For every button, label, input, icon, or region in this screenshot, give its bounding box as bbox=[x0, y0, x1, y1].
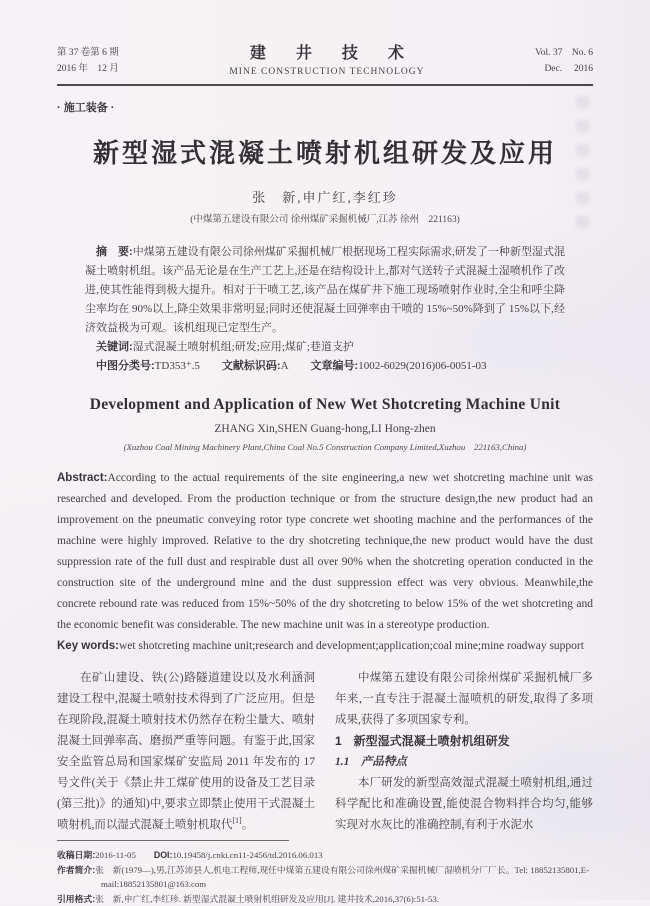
footnotes bbox=[57, 848, 593, 906]
doi-value: 10.19458/j.cnki.cn11-2456/td.2016.06.013 bbox=[172, 850, 322, 860]
section-heading-1: 1 新型湿式混凝土喷射机组研发 bbox=[335, 731, 593, 752]
clc-value: TD353⁺.5 bbox=[155, 360, 200, 372]
keywords-en bbox=[57, 636, 593, 657]
volume-number: Vol. 37 No. 6 bbox=[535, 45, 593, 61]
journal-title-cn: 建 井 技 术 bbox=[242, 40, 424, 63]
keywords-label-en: Key words: bbox=[57, 640, 119, 652]
volume-info bbox=[535, 45, 593, 77]
abstract-label-en: Abstract: bbox=[57, 472, 107, 484]
article-affiliation-cn: (中煤第五建设有限公司 徐州煤矿采掘机械厂,江苏 徐州 221163) bbox=[57, 211, 593, 225]
abstract-cn bbox=[85, 243, 565, 338]
citation-format-label: 引用格式: bbox=[57, 894, 95, 904]
abstract-en bbox=[57, 468, 593, 636]
author-bio-row bbox=[57, 863, 593, 892]
received-value: 2016-11-05 bbox=[95, 850, 136, 860]
abstract-label-cn: 摘 要: bbox=[96, 246, 133, 258]
author-bio-label: 作者简介: bbox=[57, 865, 95, 875]
issue-date: 2016 年 12 月 bbox=[57, 61, 119, 77]
keywords-label-cn: 关键词: bbox=[96, 341, 133, 353]
body-column-left bbox=[57, 668, 315, 836]
article-authors-en: ZHANG Xin,SHEN Guang-hong,LI Hong-zhen bbox=[57, 423, 593, 435]
received-label: 收稿日期: bbox=[57, 850, 95, 860]
body-paragraph-intro-end: 。 bbox=[242, 819, 254, 831]
doc-code-value: A bbox=[281, 360, 289, 372]
keywords-cn bbox=[85, 338, 565, 357]
journal-masthead bbox=[57, 40, 593, 86]
volume-date: Dec. 2016 bbox=[535, 61, 593, 77]
article-no-label: 文章编号: bbox=[311, 360, 359, 372]
keywords-text-en: wet shotcreting machine unit;research and development;application;coal mine;mine roadway support bbox=[119, 640, 584, 652]
article-title-en: Development and Application of New Wet Shotcreting Machine Unit bbox=[57, 396, 593, 414]
abstract-block-cn bbox=[85, 243, 565, 376]
body-paragraph-features: 本厂研发的新型高效湿式混凝土喷射机组,通过科学配比和准确设置,能使混合物料拌合均匀,能够实现对水灰比的准确控制,有利于水泥水 bbox=[335, 773, 593, 836]
issue-volume: 第 37 卷第 6 期 bbox=[57, 45, 119, 61]
doc-code-label: 文献标识码: bbox=[222, 360, 281, 372]
abstract-text-cn: 中煤第五建设有限公司徐州煤矿采掘机械厂根据现场工程实际需求,研发了一种新型湿式混凝土喷射机组。该产品无论是在生产工艺上,还是在结构设计上,都对气送转子式混凝土湿喷机作了改进,使其性能得到极大提升。相对于干喷工艺,该产品在煤矿井下施工现场喷射作业时,全尘和呼尘降尘率均在 90%以上,降尘效果非常明显;同时还使混凝土回弹率由干喷的 15%~50%降到了 15%以下,经济效益极为可观。该机组现已定型生产。 bbox=[85, 246, 565, 334]
issue-info bbox=[57, 45, 119, 77]
classification-line bbox=[85, 357, 565, 376]
doi-label: DOI: bbox=[154, 850, 173, 860]
abstract-text-en: According to the actual requirements of the site engineering,a new wet shotcreting machine unit was researched and developed. From the production technique or from the structure design,the new product had an improvement on the pneumatic conveying rotor type concrete wet shooting machine and the performances of the machine were highly improved. Relative to the dry shotcreting technique,the new product would have the dust suppression rate of the full dust and respirable dust all over 90% when the shotcreting operation conducted in the construction site of the underground mine and the dust suppression effect was very obvious. Meanwhile,the concrete rebound rate was reduced from 15%~50% of the dry shotcreting to below 15% of the wet shotcreting and the economic benefit was considerable. The new machine unit was in a stereotype production. bbox=[57, 472, 593, 631]
article-authors-cn: 张 新,申广红,李红珍 bbox=[57, 187, 593, 206]
body-paragraph-intro-text: 在矿山建设、铁(公)路隧道建设以及水利涵洞建设工程中,混凝土喷射技术得到了广泛应用。但是在现阶段,混凝土喷射技术仍然存在粉尘量大、喷射混凝土回弹率高、磨损严重等问题。有鉴于此,国家安全监管总局和国家煤矿安监局 2011 年发布的 17 号文件(关于《禁止井工煤矿使用的设备及工艺目录(第三批)》的通知)中,要求立即禁止使用干式混凝土喷射机,而以湿式混凝土喷射机取代 bbox=[57, 672, 315, 831]
journal-title-block bbox=[229, 40, 424, 77]
received-row bbox=[57, 848, 593, 863]
section-heading-1-1: 1.1 产品特点 bbox=[335, 752, 593, 773]
abstract-block-en bbox=[57, 468, 593, 657]
citation-format-row bbox=[57, 892, 593, 906]
body-columns bbox=[57, 668, 593, 836]
clc-pair bbox=[96, 360, 200, 372]
body-paragraph-intro bbox=[57, 668, 315, 836]
author-bio-value: 张 新(1979—),男,江苏沛县人,机电工程师,现任中煤第五建设有限公司徐州煤矿采掘机械厂湿喷机分厂厂长。Tel: 18852135801,E-mail:18852135801@163.com bbox=[95, 865, 589, 890]
article-title-cn: 新型湿式混凝土喷射机组研发及应用 bbox=[57, 133, 593, 170]
clc-label: 中图分类号: bbox=[96, 360, 155, 372]
footnote-divider bbox=[57, 840, 289, 841]
journal-title-en: MINE CONSTRUCTION TECHNOLOGY bbox=[229, 67, 424, 77]
section-label: · 施工装备 · bbox=[57, 99, 593, 115]
article-affiliation-en: (Xuzhou Coal Mining Machinery Plant,China Coal No.5 Construction Company Limited,Xuzhou 221163,China) bbox=[57, 440, 593, 453]
doc-code-pair bbox=[222, 360, 289, 372]
article-no-value: 1002-6029(2016)06-0051-03 bbox=[358, 360, 486, 372]
keywords-text-cn: 湿式混凝土喷射机组;研发;应用;煤矿;巷道支护 bbox=[133, 341, 354, 353]
citation-format-value: 张 新,申广红,李红珍. 新型湿式混凝土喷射机组研发及应用[J]. 建井技术,2016,37(6):51-53. bbox=[95, 894, 439, 904]
citation-ref-1: [1] bbox=[232, 816, 241, 825]
article-no-pair bbox=[311, 360, 487, 372]
body-paragraph-company: 中煤第五建设有限公司徐州煤矿采掘机械厂多年来,一直专注于混凝土湿喷机的研发,取得了多项成果,获得了多项国家专利。 bbox=[335, 668, 593, 731]
body-column-right bbox=[335, 668, 593, 836]
